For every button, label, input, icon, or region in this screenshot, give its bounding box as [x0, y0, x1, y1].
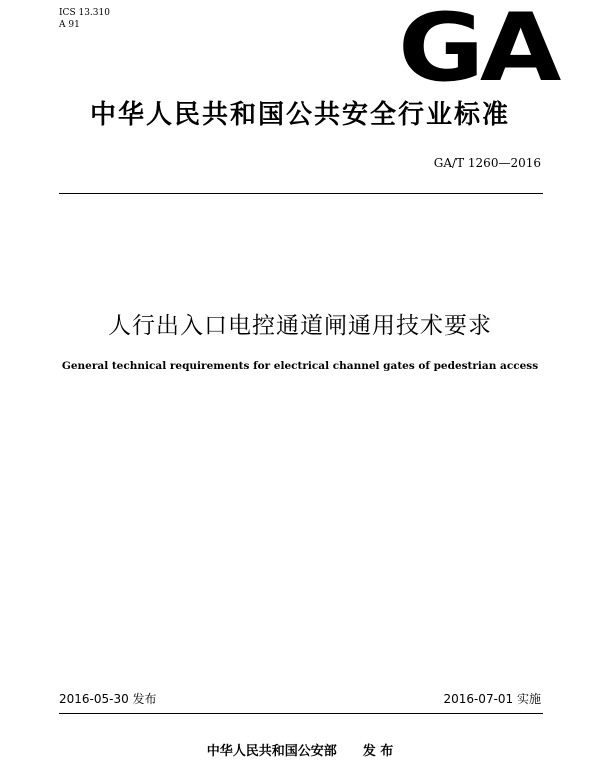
classification-codes: [59, 7, 110, 31]
ics-code: ICS 13.310: [59, 8, 110, 18]
issue-date: 2016-05-30 发布: [59, 692, 157, 706]
ga-logo: GA: [398, 0, 557, 103]
document-title-english: General technical requirements for electrical channel gates of pedestrian access: [61, 360, 539, 372]
document-title-chinese: 人行出入口电控通道闸通用技术要求: [108, 313, 492, 339]
publisher-line: [0, 740, 600, 759]
footer-divider: [59, 713, 543, 714]
standard-code: GA/T 1260—2016: [433, 156, 541, 170]
header-divider: [59, 193, 543, 194]
publisher-name: 中华人民共和国公安部: [206, 744, 337, 759]
publish-label: 发 布: [362, 744, 394, 759]
implementation-date: 2016-07-01 实施: [443, 692, 541, 706]
standard-category-title: 中华人民共和国公共安全行业标准: [89, 100, 510, 130]
ccs-code: A 91: [59, 20, 80, 30]
